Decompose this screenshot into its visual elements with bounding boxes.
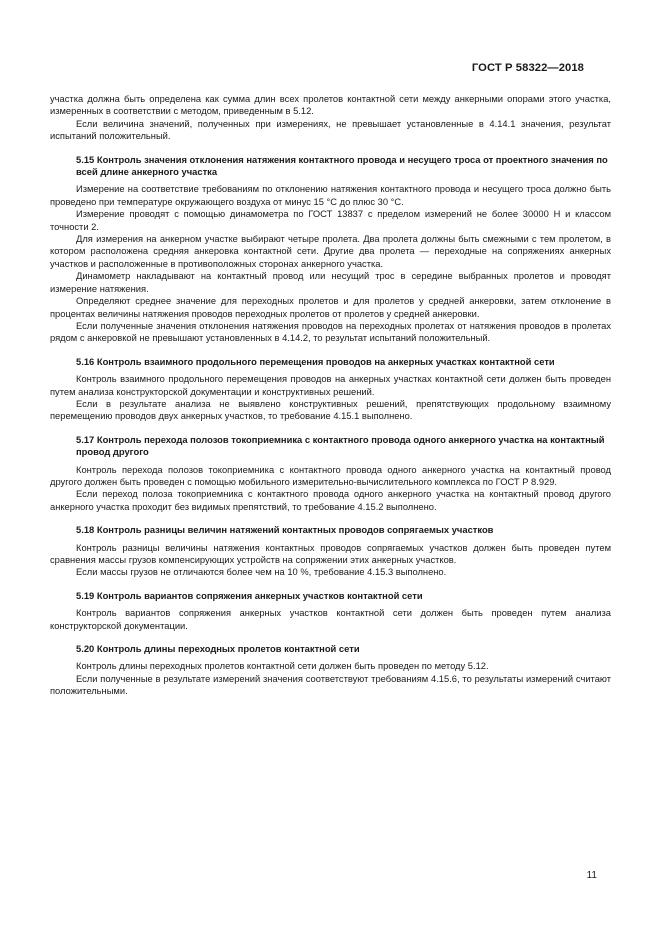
paragraph: участка должна быть определена как сумма длин всех пролетов контактной сети между анкерными опорами этого участка, измеренных в соответствии с методом, приведенным в 5.12. xyxy=(50,94,611,117)
paragraph: Контроль перехода полозов токоприемника с контактного провода одного анкерного участка на контактный провод другого должен быть проведен с помощью мобильного измерительно-вычислительного комплекса по ГОСТ Р 8.929. xyxy=(50,464,611,487)
paragraph: Динамометр накладывают на контактный провод или несущий трос в середине выбранных пролетов и проводят измерение натяжения. xyxy=(50,271,611,294)
section-heading-5-16: 5.16 Контроль взаимного продольного перемещения проводов на анкерных участках контактной сети xyxy=(76,355,555,367)
section-heading-5-18: 5.18 Контроль разницы величин натяжений контактных проводов сопрягаемых участков xyxy=(76,524,494,536)
paragraph: Определяют среднее значение для переходных пролетов и для пролетов у средней анкеровки, затем отклонение в процентах величины натяжения проводов переходных пролетов от пролетов у средней анкеровки. xyxy=(50,296,611,319)
section-heading-5-19: 5.19 Контроль вариантов сопряжения анкерных участков контактной сети xyxy=(76,589,423,601)
section-heading-5-15: 5.15 Контроль значения отклонения натяжения контактного провода и несущего троса от проектного значения по всей длине анкерного участка xyxy=(76,153,608,178)
paragraph: Если массы грузов не отличаются более чем на 10 %, требование 4.15.3 выполнено. xyxy=(76,567,447,578)
paragraph: Контроль взаимного продольного перемещения проводов на анкерных участках контактной сети должен быть проведен путем анализа конструкторской документации и конструктивных решений. xyxy=(50,374,611,397)
paragraph: Если величина значений, полученных при измерениях, не превышает установленные в 4.14.1 значения, результат испытаний положительный. xyxy=(50,118,611,142)
document-body xyxy=(50,93,611,698)
paragraph: Измерение на соответствие требованиям по отклонению натяжения контактного провода и несущего троса должно быть проведено при температуре окружающего воздуха от минус 15 °С до плюс 30 °С. xyxy=(50,184,611,207)
section-heading-5-20: 5.20 Контроль длины переходных пролетов контактной сети xyxy=(76,643,360,655)
paragraph: Измерение проводят с помощью динамометра по ГОСТ 13837 с пределом измерений не более 30000 Н и классом точности 2. xyxy=(50,209,611,232)
page-number: 11 xyxy=(586,870,597,881)
paragraph: Контроль разницы величины натяжения контактных проводов сопрягаемых участков должен быть проведен путем сравнения массы грузов компенсирующих устройств на сопряжении этих анкерных участков. xyxy=(50,542,611,565)
paragraph: Если в результате анализа не выявлено конструктивных решений, препятствующих продольному взаимному перемещению проводов двух анкерных участков, то требование 4.15.1 выполнено. xyxy=(50,398,611,422)
paragraph: Если переход полоза токоприемника с контактного провода одного анкерного участка на контактный провод другого анкерного участка проходит без видимых препятствий, то требование 4.15.2 выполнено. xyxy=(50,489,611,512)
paragraph: Если полученные в результате измерений значения соответствуют требованиям 4.15.6, то результаты измерений считают положительными. xyxy=(50,673,611,697)
paragraph: Для измерения на анкерном участке выбирают четыре пролета. Два пролета должны быть смежными с тем пролетом, в котором расположена средняя анкеровка контактной сети. Другие два пролета — переходные на сопряжениях анкерных участков и расположенные в противоположных сторонах анкерного участка. xyxy=(50,234,611,269)
paragraph: Контроль длины переходных пролетов контактной сети должен быть проведен по методу 5.12. xyxy=(76,661,489,672)
section-heading-5-17: 5.17 Контроль перехода полозов токоприемника с контактного провода одного анкерного участка на контактный провод другого xyxy=(76,433,605,458)
paragraph: Если полученные значения отклонения натяжения проводов на переходных пролетах от натяжения проводов в пролетах рядом с анкеровкой не превышают установленных в 4.14.2, то результат испытаний положительный. xyxy=(50,320,611,344)
page-header: ГОСТ Р 58322—2018 xyxy=(471,62,584,74)
paragraph: Контроль вариантов сопряжения анкерных участков контактной сети должен быть проведен путем анализа конструкторской документации. xyxy=(50,608,611,631)
